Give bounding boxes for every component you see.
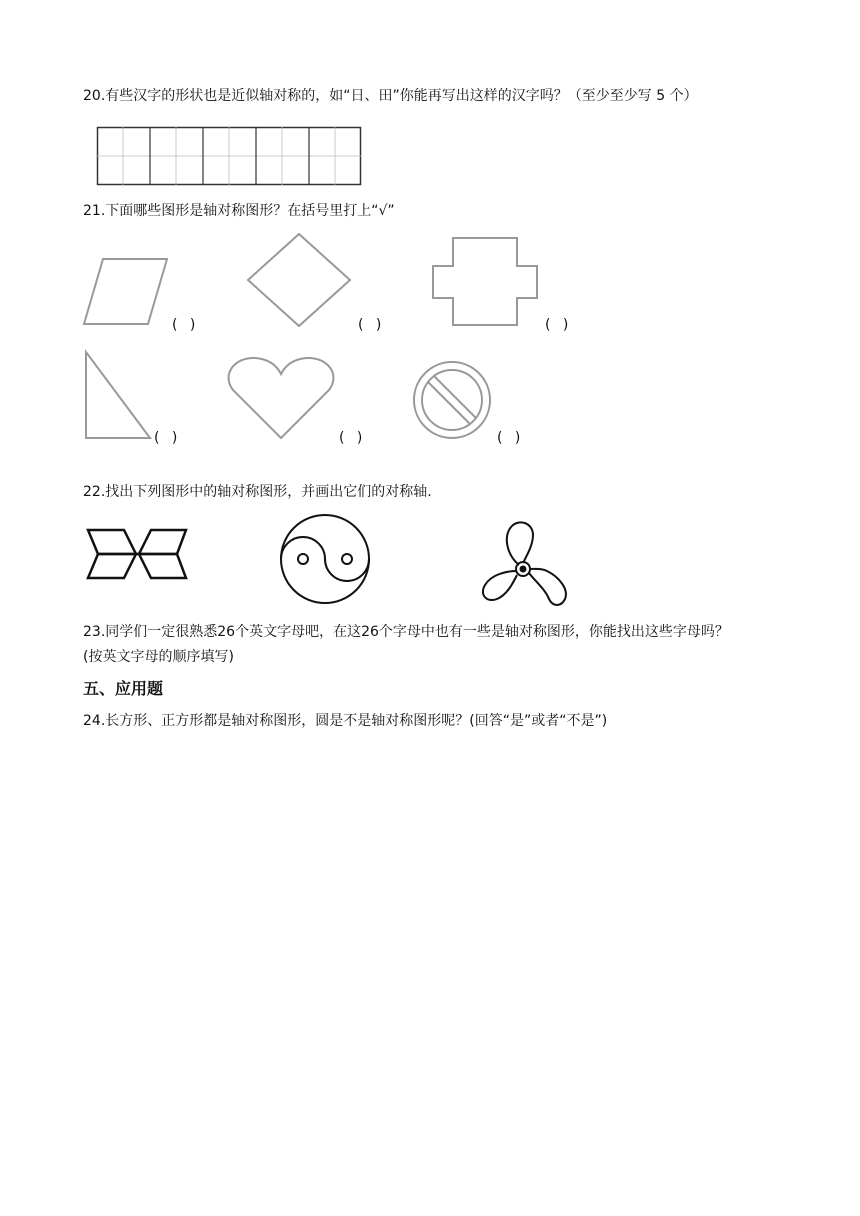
- cross-shape: [431, 237, 539, 327]
- yin-yang-shape: [279, 513, 371, 605]
- section-5-title: 五、应用题: [83, 679, 164, 698]
- right-triangle-shape: [84, 350, 152, 440]
- answer-paren-5[interactable]: ( ): [339, 430, 367, 446]
- answer-paren-6[interactable]: ( ): [497, 430, 525, 446]
- answer-paren-2[interactable]: ( ): [358, 317, 386, 333]
- question-20-text: 20.有些汉字的形状也是近似轴对称的，如“日、田”你能再写出这样的汉字吗？（至少至少写 5 个）: [83, 88, 698, 104]
- no-sign-shape: [412, 360, 492, 440]
- question-23-line-1: 23.同学们一定很熟悉26个英文字母吧，在这26个字母中也有一些是轴对称图形，你能找出这些字母吗？: [83, 624, 729, 640]
- question-24-text: 24.长方形、正方形都是轴对称图形，圆是不是轴对称图形呢？(回答“是”或者“不是”): [83, 713, 608, 729]
- propeller-shape: [477, 519, 569, 609]
- diamond-shape: [246, 232, 352, 328]
- answer-paren-1[interactable]: ( ): [172, 317, 200, 333]
- question-22-text: 22.找出下列图形中的轴对称图形，并画出它们的对称轴.: [83, 484, 432, 500]
- question-23-line-2: (按英文字母的顺序填写): [83, 649, 234, 665]
- writing-grid[interactable]: [97, 127, 361, 185]
- question-21-text: 21.下面哪些图形是轴对称图形？在括号里打上“√”: [83, 203, 395, 219]
- heart-shape: [227, 356, 335, 440]
- answer-paren-4[interactable]: ( ): [154, 430, 182, 446]
- rhombus-pair-shape: [88, 528, 188, 580]
- parallelogram-shape: [83, 258, 169, 326]
- answer-paren-3[interactable]: ( ): [545, 317, 573, 333]
